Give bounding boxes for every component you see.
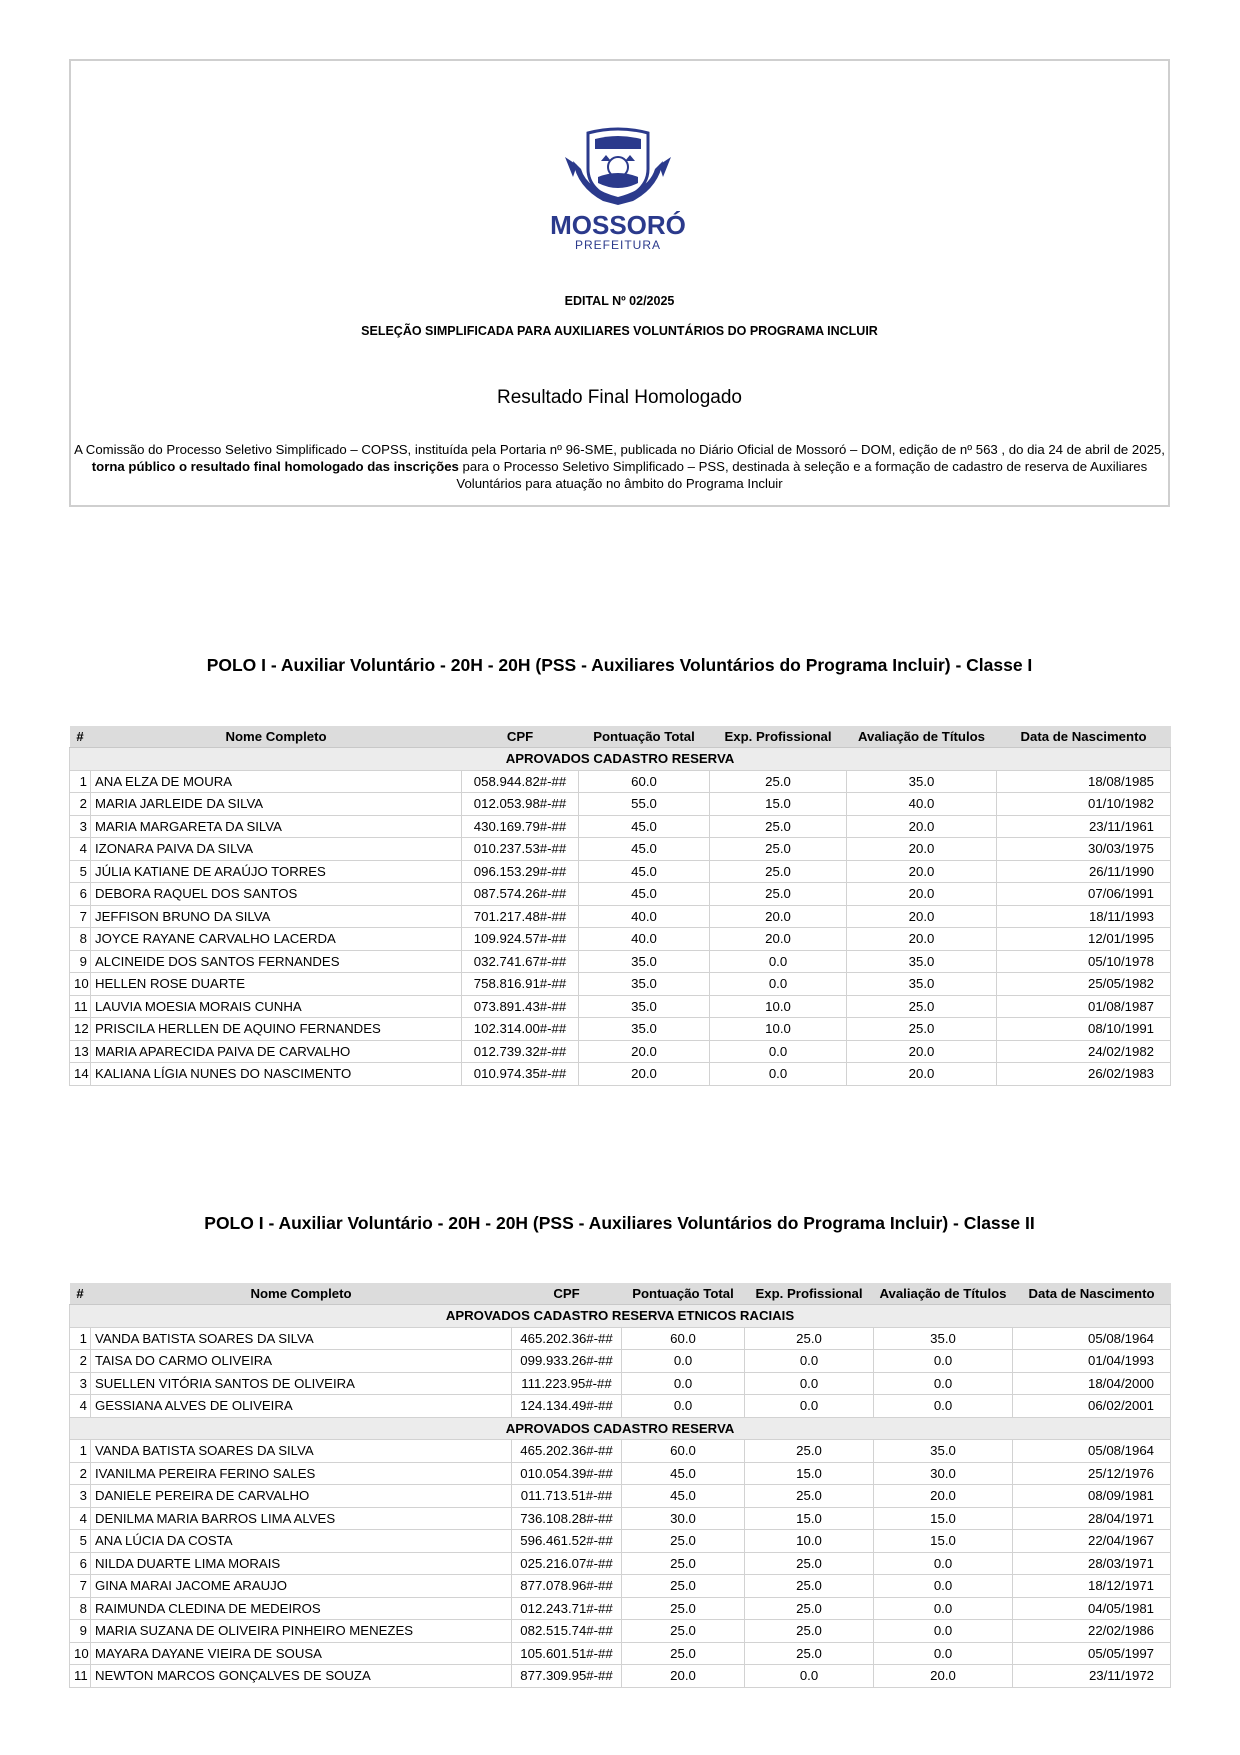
cpf: 124.134.49#-## xyxy=(512,1395,622,1418)
edital-number: EDITAL Nº 02/2025 xyxy=(564,294,675,308)
table-row xyxy=(70,1327,1171,1350)
table-row xyxy=(70,1462,1171,1485)
professional-experience: 15.0 xyxy=(745,1462,874,1485)
birth-date: 23/11/1961 xyxy=(997,815,1171,838)
col-header-birthdate: Data de Nascimento xyxy=(997,726,1171,748)
candidate-name: VANDA BATISTA SOARES DA SILVA xyxy=(91,1440,512,1463)
professional-experience: 0.0 xyxy=(710,950,847,973)
candidate-name: SUELLEN VITÓRIA SANTOS DE OLIVEIRA xyxy=(91,1372,512,1395)
total-score: 35.0 xyxy=(579,995,710,1018)
row-index: 3 xyxy=(70,1485,91,1508)
total-score: 60.0 xyxy=(622,1440,745,1463)
title-evaluation: 20.0 xyxy=(847,815,997,838)
mossoro-prefeitura-logo xyxy=(543,121,693,253)
candidate-name: DENILMA MARIA BARROS LIMA ALVES xyxy=(91,1507,512,1530)
table-row xyxy=(70,838,1171,861)
table-row xyxy=(70,1642,1171,1665)
professional-experience: 25.0 xyxy=(745,1552,874,1575)
cpf: 465.202.36#-## xyxy=(512,1440,622,1463)
row-index: 7 xyxy=(70,1575,91,1598)
professional-experience: 25.0 xyxy=(710,770,847,793)
row-index: 2 xyxy=(70,1462,91,1485)
col-header-experience: Exp. Profissional xyxy=(745,1283,874,1305)
cpf: 010.237.53#-## xyxy=(462,838,579,861)
section-title-classe-i: POLO I - Auxiliar Voluntário - 20H - 20H (PSS - Auxiliares Voluntários do Programa Incluir) - Classe I xyxy=(206,655,1033,675)
professional-experience: 25.0 xyxy=(710,883,847,906)
table-row xyxy=(70,995,1171,1018)
row-index: 6 xyxy=(70,883,91,906)
professional-experience: 25.0 xyxy=(710,815,847,838)
table-row xyxy=(70,928,1171,951)
professional-experience: 0.0 xyxy=(710,973,847,996)
table-header-row xyxy=(70,1283,1171,1305)
title-evaluation: 35.0 xyxy=(874,1440,1013,1463)
svg-text:MOSSORÓ: MOSSORÓ xyxy=(550,210,686,240)
cpf: 010.974.35#-## xyxy=(462,1063,579,1086)
col-header-index: # xyxy=(70,1283,91,1305)
table-row xyxy=(70,1350,1171,1373)
total-score: 25.0 xyxy=(622,1575,745,1598)
table-row xyxy=(70,815,1171,838)
candidate-name: MARIA APARECIDA PAIVA DE CARVALHO xyxy=(91,1040,462,1063)
table-row xyxy=(70,1440,1171,1463)
total-score: 25.0 xyxy=(622,1642,745,1665)
group-label: APROVADOS CADASTRO RESERVA xyxy=(70,1417,1171,1440)
professional-experience: 15.0 xyxy=(710,793,847,816)
birth-date: 12/01/1995 xyxy=(997,928,1171,951)
professional-experience: 10.0 xyxy=(745,1530,874,1553)
row-index: 10 xyxy=(70,973,91,996)
professional-experience: 0.0 xyxy=(745,1350,874,1373)
candidate-name: JEFFISON BRUNO DA SILVA xyxy=(91,905,462,928)
birth-date: 18/08/1985 xyxy=(997,770,1171,793)
professional-experience: 25.0 xyxy=(745,1597,874,1620)
cpf: 102.314.00#-## xyxy=(462,1018,579,1041)
professional-experience: 0.0 xyxy=(745,1395,874,1418)
cpf: 109.924.57#-## xyxy=(462,928,579,951)
group-label: APROVADOS CADASTRO RESERVA ETNICOS RACIAIS xyxy=(70,1305,1171,1328)
result-title: Resultado Final Homologado xyxy=(496,387,743,408)
title-evaluation: 35.0 xyxy=(847,950,997,973)
title-evaluation: 20.0 xyxy=(847,1063,997,1086)
total-score: 35.0 xyxy=(579,950,710,973)
row-index: 7 xyxy=(70,905,91,928)
professional-experience: 20.0 xyxy=(710,928,847,951)
title-evaluation: 0.0 xyxy=(874,1372,1013,1395)
candidate-name: GINA MARAI JACOME ARAUJO xyxy=(91,1575,512,1598)
candidate-name: JOYCE RAYANE CARVALHO LACERDA xyxy=(91,928,462,951)
table-row xyxy=(70,1507,1171,1530)
row-index: 8 xyxy=(70,1597,91,1620)
title-evaluation: 0.0 xyxy=(874,1350,1013,1373)
professional-experience: 25.0 xyxy=(710,860,847,883)
total-score: 20.0 xyxy=(579,1063,710,1086)
candidate-name: DANIELE PEREIRA DE CARVALHO xyxy=(91,1485,512,1508)
row-index: 1 xyxy=(70,770,91,793)
candidate-name: MARIA SUZANA DE OLIVEIRA PINHEIRO MENEZES xyxy=(91,1620,512,1643)
row-index: 14 xyxy=(70,1063,91,1086)
table-row xyxy=(70,1372,1171,1395)
cpf: 012.243.71#-## xyxy=(512,1597,622,1620)
row-index: 5 xyxy=(70,860,91,883)
birth-date: 01/10/1982 xyxy=(997,793,1171,816)
birth-date: 08/09/1981 xyxy=(1013,1485,1171,1508)
professional-experience: 25.0 xyxy=(745,1620,874,1643)
candidate-name: ANA ELZA DE MOURA xyxy=(91,770,462,793)
title-evaluation: 20.0 xyxy=(847,860,997,883)
cpf: 430.169.79#-## xyxy=(462,815,579,838)
col-header-cpf: CPF xyxy=(462,726,579,748)
row-index: 11 xyxy=(70,1665,91,1688)
title-evaluation: 0.0 xyxy=(874,1620,1013,1643)
birth-date: 28/04/1971 xyxy=(1013,1507,1171,1530)
title-evaluation: 20.0 xyxy=(847,838,997,861)
title-evaluation: 0.0 xyxy=(874,1575,1013,1598)
title-evaluation: 40.0 xyxy=(847,793,997,816)
cpf: 465.202.36#-## xyxy=(512,1327,622,1350)
title-evaluation: 20.0 xyxy=(874,1485,1013,1508)
cpf: 058.944.82#-## xyxy=(462,770,579,793)
row-index: 6 xyxy=(70,1552,91,1575)
total-score: 25.0 xyxy=(622,1620,745,1643)
title-evaluation: 20.0 xyxy=(847,1040,997,1063)
title-evaluation: 25.0 xyxy=(847,1018,997,1041)
col-header-cpf: CPF xyxy=(512,1283,622,1305)
birth-date: 25/05/1982 xyxy=(997,973,1171,996)
birth-date: 26/11/1990 xyxy=(997,860,1171,883)
birth-date: 06/02/2001 xyxy=(1013,1395,1171,1418)
birth-date: 22/04/1967 xyxy=(1013,1530,1171,1553)
table-row xyxy=(70,860,1171,883)
row-index: 10 xyxy=(70,1642,91,1665)
table-row xyxy=(70,1552,1171,1575)
row-index: 1 xyxy=(70,1440,91,1463)
professional-experience: 0.0 xyxy=(745,1372,874,1395)
cpf: 701.217.48#-## xyxy=(462,905,579,928)
birth-date: 08/10/1991 xyxy=(997,1018,1171,1041)
birth-date: 18/11/1993 xyxy=(997,905,1171,928)
cpf: 758.816.91#-## xyxy=(462,973,579,996)
title-evaluation: 15.0 xyxy=(874,1530,1013,1553)
table-row xyxy=(70,950,1171,973)
title-evaluation: 35.0 xyxy=(874,1327,1013,1350)
total-score: 20.0 xyxy=(622,1665,745,1688)
birth-date: 05/10/1978 xyxy=(997,950,1171,973)
results-table-classe-ii xyxy=(69,1283,1171,1688)
title-evaluation: 0.0 xyxy=(874,1552,1013,1575)
total-score: 25.0 xyxy=(622,1552,745,1575)
row-index: 3 xyxy=(70,815,91,838)
professional-experience: 25.0 xyxy=(745,1440,874,1463)
col-header-name: Nome Completo xyxy=(91,1283,512,1305)
col-header-titles: Avaliação de Títulos xyxy=(847,726,997,748)
cpf: 087.574.26#-## xyxy=(462,883,579,906)
table-row xyxy=(70,1530,1171,1553)
birth-date: 04/05/1981 xyxy=(1013,1597,1171,1620)
table-row xyxy=(70,883,1171,906)
title-evaluation: 30.0 xyxy=(874,1462,1013,1485)
total-score: 30.0 xyxy=(622,1507,745,1530)
title-evaluation: 25.0 xyxy=(847,995,997,1018)
birth-date: 18/04/2000 xyxy=(1013,1372,1171,1395)
total-score: 40.0 xyxy=(579,928,710,951)
professional-experience: 0.0 xyxy=(710,1040,847,1063)
birth-date: 07/06/1991 xyxy=(997,883,1171,906)
group-label: APROVADOS CADASTRO RESERVA xyxy=(70,748,1171,771)
group-header-row xyxy=(70,1305,1171,1328)
candidate-name: ALCINEIDE DOS SANTOS FERNANDES xyxy=(91,950,462,973)
professional-experience: 10.0 xyxy=(710,995,847,1018)
table-row xyxy=(70,1395,1171,1418)
cpf: 025.216.07#-## xyxy=(512,1552,622,1575)
total-score: 0.0 xyxy=(622,1395,745,1418)
cpf: 073.891.43#-## xyxy=(462,995,579,1018)
row-index: 12 xyxy=(70,1018,91,1041)
total-score: 45.0 xyxy=(622,1485,745,1508)
svg-text:PREFEITURA: PREFEITURA xyxy=(574,238,662,252)
birth-date: 28/03/1971 xyxy=(1013,1552,1171,1575)
cpf: 012.739.32#-## xyxy=(462,1040,579,1063)
title-evaluation: 0.0 xyxy=(874,1597,1013,1620)
cpf: 105.601.51#-## xyxy=(512,1642,622,1665)
cpf: 032.741.67#-## xyxy=(462,950,579,973)
total-score: 45.0 xyxy=(622,1462,745,1485)
birth-date: 05/08/1964 xyxy=(1013,1327,1171,1350)
birth-date: 26/02/1983 xyxy=(997,1063,1171,1086)
total-score: 45.0 xyxy=(579,883,710,906)
col-header-birthdate: Data de Nascimento xyxy=(1013,1283,1171,1305)
candidate-name: JÚLIA KATIANE DE ARAÚJO TORRES xyxy=(91,860,462,883)
cpf: 010.054.39#-## xyxy=(512,1462,622,1485)
candidate-name: LAUVIA MOESIA MORAIS CUNHA xyxy=(91,995,462,1018)
total-score: 25.0 xyxy=(622,1530,745,1553)
group-header-row xyxy=(70,1417,1171,1440)
total-score: 45.0 xyxy=(579,860,710,883)
title-evaluation: 20.0 xyxy=(847,883,997,906)
cpf: 011.713.51#-## xyxy=(512,1485,622,1508)
col-header-titles: Avaliação de Títulos xyxy=(874,1283,1013,1305)
candidate-name: MARIA JARLEIDE DA SILVA xyxy=(91,793,462,816)
row-index: 4 xyxy=(70,1395,91,1418)
col-header-experience: Exp. Profissional xyxy=(710,726,847,748)
candidate-name: KALIANA LÍGIA NUNES DO NASCIMENTO xyxy=(91,1063,462,1086)
professional-experience: 25.0 xyxy=(745,1327,874,1350)
birth-date: 22/02/1986 xyxy=(1013,1620,1171,1643)
row-index: 8 xyxy=(70,928,91,951)
cpf: 877.309.95#-## xyxy=(512,1665,622,1688)
group-header-row xyxy=(70,748,1171,771)
birth-date: 25/12/1976 xyxy=(1013,1462,1171,1485)
professional-experience: 25.0 xyxy=(745,1575,874,1598)
cpf: 111.223.95#-## xyxy=(512,1372,622,1395)
col-header-total: Pontuação Total xyxy=(622,1283,745,1305)
professional-experience: 0.0 xyxy=(745,1665,874,1688)
cpf: 736.108.28#-## xyxy=(512,1507,622,1530)
title-evaluation: 0.0 xyxy=(874,1642,1013,1665)
total-score: 45.0 xyxy=(579,815,710,838)
candidate-name: IVANILMA PEREIRA FERINO SALES xyxy=(91,1462,512,1485)
cpf: 012.053.98#-## xyxy=(462,793,579,816)
birth-date: 01/08/1987 xyxy=(997,995,1171,1018)
candidate-name: VANDA BATISTA SOARES DA SILVA xyxy=(91,1327,512,1350)
title-evaluation: 20.0 xyxy=(847,905,997,928)
col-header-total: Pontuação Total xyxy=(579,726,710,748)
table-row xyxy=(70,1063,1171,1086)
table-row xyxy=(70,1597,1171,1620)
professional-experience: 25.0 xyxy=(745,1642,874,1665)
table-row xyxy=(70,793,1171,816)
title-evaluation: 35.0 xyxy=(847,973,997,996)
birth-date: 23/11/1972 xyxy=(1013,1665,1171,1688)
candidate-name: ANA LÚCIA DA COSTA xyxy=(91,1530,512,1553)
birth-date: 01/04/1993 xyxy=(1013,1350,1171,1373)
table-row xyxy=(70,1620,1171,1643)
birth-date: 18/12/1971 xyxy=(1013,1575,1171,1598)
row-index: 11 xyxy=(70,995,91,1018)
row-index: 1 xyxy=(70,1327,91,1350)
cpf: 877.078.96#-## xyxy=(512,1575,622,1598)
total-score: 35.0 xyxy=(579,1018,710,1041)
total-score: 55.0 xyxy=(579,793,710,816)
candidate-name: GESSIANA ALVES DE OLIVEIRA xyxy=(91,1395,512,1418)
title-evaluation: 35.0 xyxy=(847,770,997,793)
table-header-row xyxy=(70,726,1171,748)
candidate-name: NILDA DUARTE LIMA MORAIS xyxy=(91,1552,512,1575)
row-index: 4 xyxy=(70,838,91,861)
total-score: 0.0 xyxy=(622,1372,745,1395)
row-index: 2 xyxy=(70,793,91,816)
candidate-name: DEBORA RAQUEL DOS SANTOS xyxy=(91,883,462,906)
table-row xyxy=(70,1485,1171,1508)
row-index: 2 xyxy=(70,1350,91,1373)
total-score: 35.0 xyxy=(579,973,710,996)
cpf: 082.515.74#-## xyxy=(512,1620,622,1643)
birth-date: 30/03/1975 xyxy=(997,838,1171,861)
candidate-name: HELLEN ROSE DUARTE xyxy=(91,973,462,996)
title-evaluation: 20.0 xyxy=(847,928,997,951)
total-score: 20.0 xyxy=(579,1040,710,1063)
edital-subject: SELEÇÃO SIMPLIFICADA PARA AUXILIARES VOLUNTÁRIOS DO PROGRAMA INCLUIR xyxy=(361,324,878,338)
birth-date: 05/05/1997 xyxy=(1013,1642,1171,1665)
professional-experience: 15.0 xyxy=(745,1507,874,1530)
col-header-name: Nome Completo xyxy=(91,726,462,748)
total-score: 45.0 xyxy=(579,838,710,861)
total-score: 60.0 xyxy=(579,770,710,793)
row-index: 9 xyxy=(70,950,91,973)
candidate-name: MARIA MARGARETA DA SILVA xyxy=(91,815,462,838)
birth-date: 05/08/1964 xyxy=(1013,1440,1171,1463)
candidate-name: IZONARA PAIVA DA SILVA xyxy=(91,838,462,861)
professional-experience: 0.0 xyxy=(710,1063,847,1086)
title-evaluation: 20.0 xyxy=(874,1665,1013,1688)
total-score: 0.0 xyxy=(622,1350,745,1373)
birth-date: 24/02/1982 xyxy=(997,1040,1171,1063)
results-table-classe-i xyxy=(69,726,1171,1086)
document-header xyxy=(69,59,1170,507)
row-index: 4 xyxy=(70,1507,91,1530)
candidate-name: RAIMUNDA CLEDINA DE MEDEIROS xyxy=(91,1597,512,1620)
col-header-index: # xyxy=(70,726,91,748)
table-row xyxy=(70,905,1171,928)
table-row xyxy=(70,1018,1171,1041)
professional-experience: 10.0 xyxy=(710,1018,847,1041)
professional-experience: 25.0 xyxy=(745,1485,874,1508)
row-index: 3 xyxy=(70,1372,91,1395)
title-evaluation: 0.0 xyxy=(874,1395,1013,1418)
cpf: 096.153.29#-## xyxy=(462,860,579,883)
table-row xyxy=(70,1040,1171,1063)
total-score: 60.0 xyxy=(622,1327,745,1350)
total-score: 25.0 xyxy=(622,1597,745,1620)
row-index: 5 xyxy=(70,1530,91,1553)
table-row xyxy=(70,770,1171,793)
candidate-name: NEWTON MARCOS GONÇALVES DE SOUZA xyxy=(91,1665,512,1688)
cpf: 596.461.52#-## xyxy=(512,1530,622,1553)
professional-experience: 20.0 xyxy=(710,905,847,928)
total-score: 40.0 xyxy=(579,905,710,928)
candidate-name: TAISA DO CARMO OLIVEIRA xyxy=(91,1350,512,1373)
professional-experience: 25.0 xyxy=(710,838,847,861)
title-evaluation: 15.0 xyxy=(874,1507,1013,1530)
row-index: 9 xyxy=(70,1620,91,1643)
section-title-classe-ii: POLO I - Auxiliar Voluntário - 20H - 20H (PSS - Auxiliares Voluntários do Programa Incluir) - Classe II xyxy=(204,1213,1035,1233)
table-row xyxy=(70,1665,1171,1688)
table-row xyxy=(70,973,1171,996)
candidate-name: MAYARA DAYANE VIEIRA DE SOUSA xyxy=(91,1642,512,1665)
candidate-name: PRISCILA HERLLEN DE AQUINO FERNANDES xyxy=(91,1018,462,1041)
table-row xyxy=(70,1575,1171,1598)
row-index: 13 xyxy=(70,1040,91,1063)
intro-paragraph: A Comissão do Processo Seletivo Simplificado – COPSS, instituída pela Portaria nº 96-SME, publicada no Diário Oficial de Mossoró – DOM, edição de nº 563 , do dia 24 de abril de 2025, torna público o resultado final homologado das inscrições para o Processo Seletivo Simplificado – PSS, destinada à seleção e a formação de cadastro de reserva de Auxiliares Voluntários para atuação no âmbito do Programa Incluir xyxy=(74,442,1165,491)
cpf: 099.933.26#-## xyxy=(512,1350,622,1373)
